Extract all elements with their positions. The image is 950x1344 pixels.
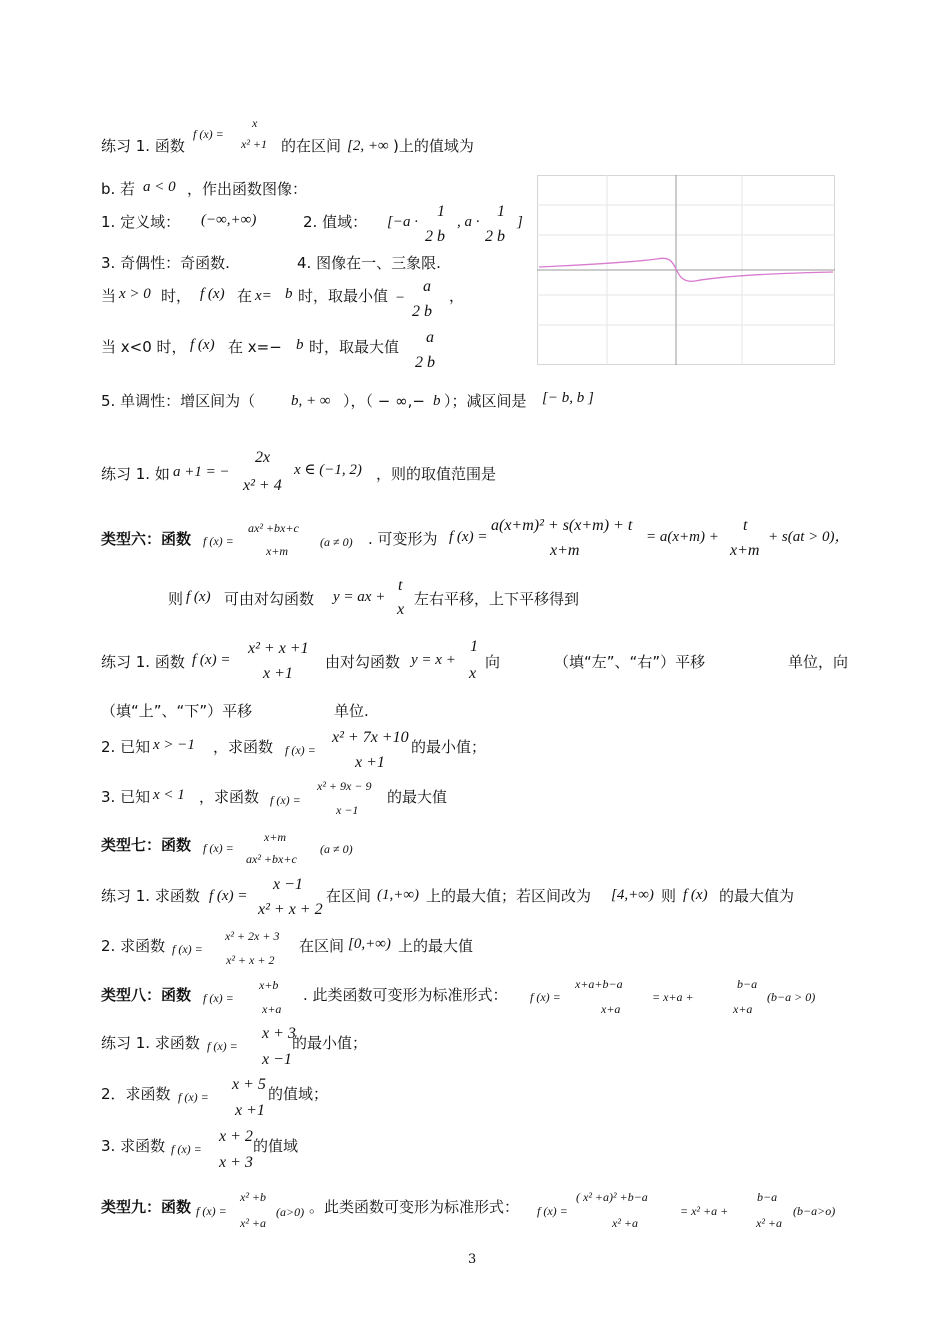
math: f (x) = <box>172 942 203 956</box>
math: x + 2 <box>219 1128 253 1145</box>
text: 练习 1. 函数 <box>101 137 185 155</box>
text: 的在区间 <box>281 137 342 155</box>
math: a <box>423 278 431 295</box>
math: y = x + <box>411 652 456 668</box>
math: t <box>743 517 748 534</box>
text: 5. 单调性：增区间为（ <box>101 392 256 410</box>
graph-svg <box>537 175 835 365</box>
page-number: 3 <box>468 1252 477 1267</box>
math: b−a <box>757 1190 778 1204</box>
text: 在 <box>237 287 253 305</box>
math: ] <box>517 214 523 230</box>
text: . 此类函数可变形为标准形式： <box>303 986 508 1004</box>
math: 2 b <box>425 228 445 245</box>
text: 单位，向 <box>788 653 849 671</box>
math: 1 <box>497 203 505 220</box>
text: 的最小值； <box>411 738 487 756</box>
text: 时， <box>161 287 192 305</box>
math: (a ≠ 0) <box>320 535 353 549</box>
math: f (x) <box>683 887 708 903</box>
math: (b−a>o) <box>793 1204 836 1218</box>
math: f (x) = <box>449 529 488 545</box>
math: y = ax + <box>333 589 386 605</box>
math: f (x) = <box>285 743 316 757</box>
math: a <box>426 329 434 346</box>
text: 向 <box>485 653 501 671</box>
function-graph <box>537 175 835 365</box>
math: x +1 <box>355 754 385 771</box>
math: x² + 4 <box>243 477 282 494</box>
text: 的最大值为 <box>719 887 795 905</box>
text: 3. 奇偶性：奇函数. <box>101 254 230 272</box>
math: = a(x+m) + <box>646 529 719 545</box>
math: b, + ∞ <box>291 393 331 409</box>
math: f (x) = <box>203 534 234 548</box>
text: 当 <box>101 287 117 305</box>
math: b−a <box>737 977 758 991</box>
math: [− b, b ] <box>542 390 594 406</box>
text: 1. 定义域： <box>101 213 181 231</box>
math: x= <box>255 288 272 304</box>
math: f (x) <box>186 589 211 605</box>
math: x ∈ (−1, 2) <box>294 462 362 478</box>
math: 2 b <box>485 228 505 245</box>
text: ，作出函数图像： <box>187 180 308 198</box>
text: 练习 1. 求函数 <box>101 1034 200 1052</box>
math: x +1 <box>263 665 293 682</box>
math: [4,+∞) <box>611 887 654 903</box>
text: 单位. <box>334 702 369 720</box>
math: x+a <box>733 1002 753 1016</box>
text: 上的最大值；若区间改为 <box>426 887 592 905</box>
math: x² +a <box>756 1216 783 1230</box>
math: x+m <box>730 542 760 559</box>
math: f (x) = <box>178 1090 209 1104</box>
math: x+b <box>259 978 279 992</box>
math: x +1 <box>235 1102 265 1119</box>
text: 2. 已知 <box>101 738 151 756</box>
text: 时，取最小值 <box>298 287 389 305</box>
math: ax² +bx+c <box>246 852 297 866</box>
text: 在区间 <box>299 937 345 955</box>
math: 1 <box>437 203 445 220</box>
math: x <box>397 601 405 618</box>
math: f (x) = <box>209 888 248 904</box>
math: x² +b <box>240 1190 267 1204</box>
text: 的值域； <box>268 1085 329 1103</box>
math: a(x+m)² + s(x+m) + t <box>491 517 633 534</box>
math: 2 b <box>415 354 435 371</box>
math: [0,+∞) <box>348 936 391 952</box>
math: x + 3 <box>219 1154 253 1171</box>
math: f (x) = <box>196 1204 227 1218</box>
math: x+a <box>601 1002 621 1016</box>
math: a < 0 <box>143 179 176 195</box>
math: x² +1 <box>241 137 268 151</box>
math: x −1 <box>336 803 359 817</box>
math: ( x² +a)² +b−a <box>576 1190 648 1204</box>
math: x + 3 <box>262 1025 296 1042</box>
text: b. 若 <box>101 180 136 198</box>
text: ，则的取值范围是 <box>376 465 497 483</box>
math: t <box>398 577 403 594</box>
math: f (x) = <box>203 991 234 1005</box>
math: f (x) = <box>171 1142 202 1156</box>
math: f (x) = <box>207 1039 238 1053</box>
math: f (x) = <box>270 793 301 807</box>
text: ），（ − ∞,− <box>343 392 425 410</box>
math: ax² +bx+c <box>248 521 299 535</box>
math: 1 <box>470 638 478 655</box>
math: x² + 7x +10 <box>332 729 409 746</box>
math: x+m <box>264 830 287 844</box>
math: b <box>296 337 304 353</box>
text: ，求函数 <box>199 788 260 806</box>
heading: 类型六：函数 <box>101 530 192 548</box>
text: （填“左”、“右”）平移 <box>554 653 706 671</box>
math: = x+a + <box>652 990 694 1004</box>
text: ， <box>449 287 465 305</box>
text: 左右平移，上下平移得到 <box>414 590 580 608</box>
math: f (x) = <box>530 990 561 1004</box>
math: x+a+b−a <box>575 977 623 991</box>
math: x² + 9x − 9 <box>317 779 372 793</box>
math: x + 5 <box>232 1076 266 1093</box>
text: （填“上”、“下”）平移 <box>101 702 253 720</box>
text: 的最小值； <box>292 1034 368 1052</box>
text: 则 <box>168 590 184 608</box>
math: [−a · <box>387 214 418 230</box>
math: (b−a > 0) <box>767 990 816 1004</box>
heading: 类型八：函数 <box>101 986 192 1004</box>
math: x² +a <box>240 1216 267 1230</box>
heading: 类型七：函数 <box>101 836 192 854</box>
math: f (x) = <box>203 841 234 855</box>
math: (a>0) <box>276 1205 305 1219</box>
text: 4. 图像在一、三象限. <box>297 254 441 272</box>
math: 2x <box>255 449 271 466</box>
math: − <box>395 290 406 306</box>
math: x > 0 <box>119 286 151 302</box>
text: 练习 1. 如 <box>101 465 170 483</box>
math: , a · <box>457 214 480 230</box>
text: 练习 1. 函数 <box>101 653 185 671</box>
math: (a ≠ 0) <box>320 842 353 856</box>
text: 3. 已知 <box>101 788 151 806</box>
text: 在区间 <box>326 887 372 905</box>
text: ）；减区间是 <box>444 392 527 410</box>
text: 则 <box>661 887 677 905</box>
math: f (x) = <box>192 652 231 668</box>
heading: 类型九：函数 <box>101 1198 192 1216</box>
math: b <box>285 286 293 302</box>
math: f (x) <box>200 286 225 302</box>
math: x −1 <box>262 1051 292 1068</box>
math: x² + x + 2 <box>258 901 323 918</box>
math: x² + 2x + 3 <box>225 929 280 943</box>
text: 上的最大值 <box>398 937 474 955</box>
text: . 可变形为 <box>368 530 438 548</box>
math: x > −1 <box>153 737 195 753</box>
math: x² + x +1 <box>248 640 309 657</box>
text: 练习 1. 求函数 <box>101 887 200 905</box>
math: 2 b <box>412 303 432 320</box>
text: 的值域 <box>253 1137 299 1155</box>
text: 2．求函数 <box>101 1085 171 1103</box>
math: x <box>469 665 477 682</box>
math: [2, +∞ <box>347 138 389 154</box>
math: x+m <box>266 544 289 558</box>
math: x² + x + 2 <box>226 953 275 967</box>
math: x <box>252 116 258 130</box>
math: x −1 <box>273 876 303 893</box>
text: 2. 值域： <box>303 213 368 231</box>
text: 可由对勾函数 <box>224 590 315 608</box>
math: b <box>433 393 441 409</box>
text: 2. 求函数 <box>101 937 166 955</box>
math: f (x) <box>190 337 215 353</box>
math: f (x) = <box>537 1204 568 1218</box>
math: f (x) = <box>193 127 224 141</box>
math: a +1 = − <box>173 464 230 480</box>
text: 的最大值 <box>387 788 448 806</box>
text: 由对勾函数 <box>325 653 401 671</box>
math: x < 1 <box>153 787 185 803</box>
text: 在 x=− <box>228 338 282 356</box>
text: 当 x<0 时， <box>101 338 187 356</box>
math: x+a <box>262 1002 282 1016</box>
text: ，求函数 <box>213 738 274 756</box>
math: x² +a <box>612 1216 639 1230</box>
text: 时，取最大值 <box>309 338 400 356</box>
math: (−∞,+∞) <box>201 212 257 228</box>
math: = x² +a + <box>680 1204 729 1218</box>
math: (1,+∞) <box>377 887 420 903</box>
math: + s(at > 0)， <box>768 529 850 545</box>
text: 。此类函数可变形为标准形式： <box>309 1198 520 1216</box>
math: x+m <box>550 542 580 559</box>
text: )上的值域为 <box>393 137 474 155</box>
text: 3. 求函数 <box>101 1137 166 1155</box>
